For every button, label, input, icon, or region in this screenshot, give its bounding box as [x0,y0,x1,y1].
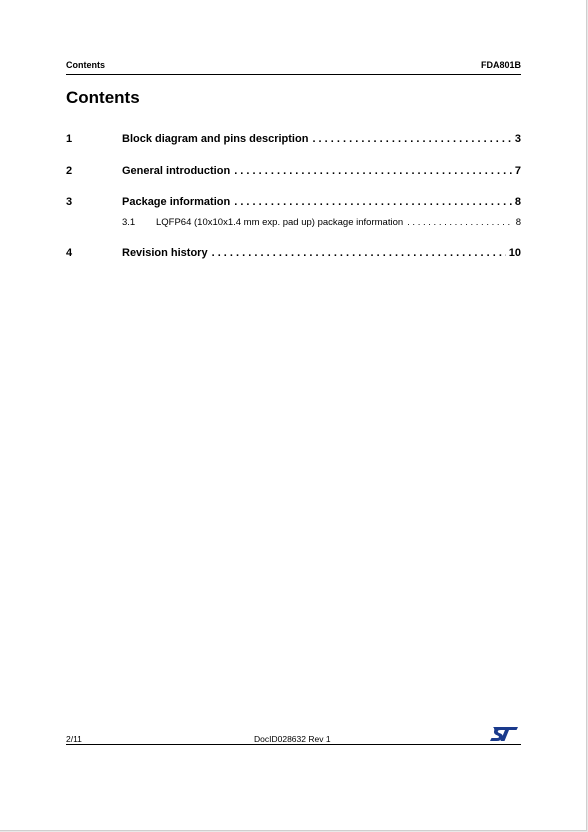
toc-leader-dots [407,217,513,228]
page-header [66,59,521,75]
toc-entry-label: Block diagram and pins description [122,133,309,145]
toc-leader-dots [312,133,511,145]
toc-entry-block-diagram[interactable] [66,133,521,145]
toc-entry-page: 8 [515,217,521,228]
toc-entry-revision-history[interactable] [66,247,521,259]
toc-entry-label: Package information [122,196,231,208]
toc-entry-number: 3.1 [122,217,136,228]
toc-entry-number: 2 [66,165,73,177]
page-footer [66,728,521,745]
toc-entry-page: 7 [514,165,521,177]
footer-page-number: 2/11 [66,734,82,744]
toc-leader-dots [234,196,512,208]
toc-entry-number: 4 [66,247,73,259]
header-part-number: FDA801B [480,60,521,70]
toc-entry-page: 3 [514,133,521,145]
toc-leader-dots [212,247,506,259]
toc-entry-general-introduction[interactable] [66,165,521,177]
st-logo-icon [489,726,519,742]
toc-entry-label: General introduction [122,165,231,177]
header-section-title: Contents [66,60,105,70]
toc-entry-number: 1 [66,133,73,145]
toc-entry-page: 8 [514,196,521,208]
toc-entry-label: Revision history [122,247,208,259]
footer-document-id: DocID028632 Rev 1 [254,734,331,744]
toc-entry-page: 10 [508,247,521,259]
page-title: Contents [66,88,140,107]
toc-subentry-lqfp64[interactable] [66,217,521,228]
toc-entry-number: 3 [66,196,73,208]
toc-entry-label: LQFP64 (10x10x1.4 mm exp. pad up) package information [156,217,404,228]
toc-entry-package-information[interactable] [66,196,521,208]
toc-leader-dots [234,165,512,177]
